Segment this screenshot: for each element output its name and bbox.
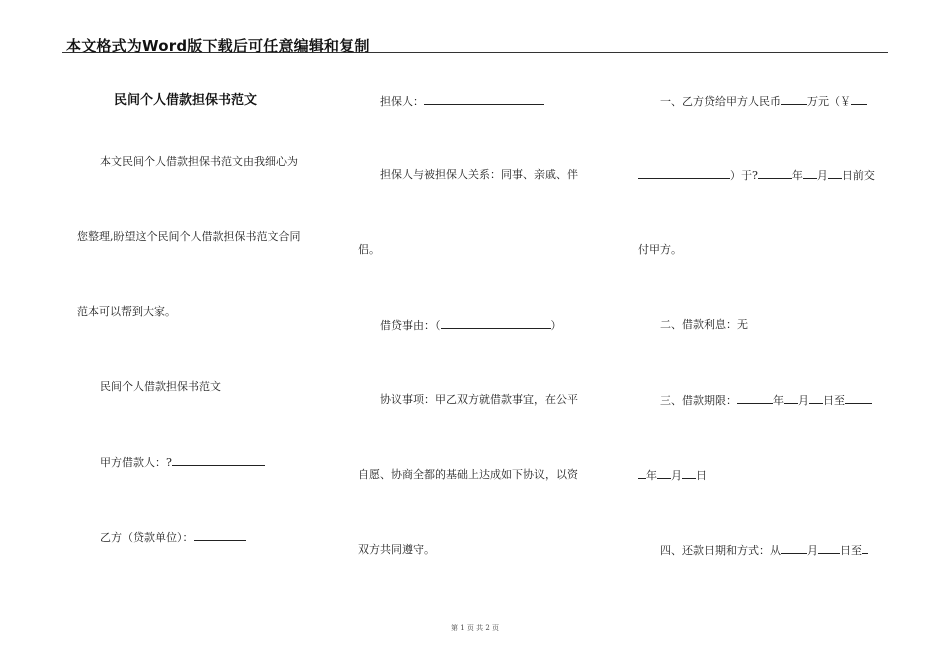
intro-line-1: 本文民间个人借款担保书范文由我细心为 <box>100 155 298 168</box>
item4-day-label: 日至 <box>840 544 862 557</box>
item1-line-1 <box>660 94 867 109</box>
item1-year-blank <box>758 168 792 179</box>
item4-line <box>660 543 868 558</box>
section-title: 民间个人借款担保书范文 <box>100 380 221 393</box>
item3-line-2 <box>638 468 707 483</box>
item3-month-blank <box>784 393 798 404</box>
item3-month-label: 月 <box>798 394 809 407</box>
agreement-line-3: 双方共同遵守。 <box>358 543 435 556</box>
item1-text-c: ）于? <box>730 169 758 182</box>
relation-line-1: 担保人与被担保人关系：同事、亲戚、伴 <box>380 168 578 181</box>
loan-reason-label: 借贷事由：（ <box>380 319 441 332</box>
item3-year-label: 年 <box>773 394 784 407</box>
item3-end-year-blank <box>638 468 646 479</box>
item3-end-month-label: 月 <box>671 469 682 482</box>
loan-reason-line <box>380 318 562 333</box>
item1-month-blank <box>803 168 817 179</box>
item3-line-1 <box>660 393 872 408</box>
item3-end-year-label: 年 <box>646 469 657 482</box>
item1-month-label: 月 <box>816 169 828 182</box>
item4-end-blank <box>862 543 868 554</box>
page-footer: 第 1 页 共 2 页 <box>450 624 500 632</box>
item3-day-label: 日至 <box>823 394 845 407</box>
item3-year-blank <box>737 393 773 404</box>
item3-end-blank <box>845 393 872 404</box>
item4-day-blank <box>818 543 840 554</box>
column-2 <box>356 0 604 640</box>
item1-amount-words-blank <box>638 168 730 179</box>
item1-amount-blank <box>781 94 807 105</box>
agreement-line-2: 自愿、协商全都的基础上达成如下协议，以资 <box>358 468 578 481</box>
item4-month-label: 月 <box>807 544 818 557</box>
party-b-line <box>100 530 246 545</box>
party-a-blank <box>172 455 265 466</box>
party-a-label: 甲方借款人：? <box>100 456 172 469</box>
item1-day-label: 日前交 <box>841 169 875 182</box>
loan-reason-blank <box>441 318 551 329</box>
item4-start-blank <box>781 543 807 554</box>
item3-text-a: 三、借款期限： <box>660 394 737 407</box>
item1-line-2 <box>638 168 875 183</box>
item1-text-a: 一、乙方贷给甲方人民币 <box>660 95 781 108</box>
item1-text-b: 万元（￥ <box>807 95 851 108</box>
header-title: 本文格式为Word版下载后可任意编辑和复制 <box>66 37 370 55</box>
item3-day-blank <box>809 393 823 404</box>
guarantor-label: 担保人： <box>380 95 424 108</box>
item1-day-blank <box>828 168 842 179</box>
intro-line-2: 您整理,盼望这个民间个人借款担保书范文合同 <box>77 230 301 243</box>
intro-line-3: 范本可以帮到大家。 <box>77 305 176 318</box>
column-1 <box>66 0 336 640</box>
item1-year-label: 年 <box>791 169 803 182</box>
party-b-label: 乙方（贷款单位）： <box>100 531 194 544</box>
party-a-line <box>100 455 265 470</box>
item1-line-3: 付甲方。 <box>638 243 682 256</box>
item3-end-day-blank <box>682 468 696 479</box>
item4-text-a: 四、还款日期和方式：从 <box>660 544 781 557</box>
item3-end-month-blank <box>657 468 671 479</box>
item1-yuan-blank <box>851 94 867 105</box>
agreement-line-1: 协议事项：甲乙双方就借款事宜，在公平 <box>380 393 578 406</box>
document-title: 民间个人借款担保书范文 <box>114 93 258 108</box>
relation-line-2: 侣。 <box>358 243 380 256</box>
loan-reason-close: ） <box>550 319 562 332</box>
guarantor-blank <box>424 94 544 105</box>
guarantor-line <box>380 94 544 109</box>
party-b-blank <box>194 530 246 541</box>
column-3 <box>636 0 888 640</box>
item2-line: 二、借款利息：无 <box>660 318 748 331</box>
item3-end-day-label: 日 <box>696 469 707 482</box>
